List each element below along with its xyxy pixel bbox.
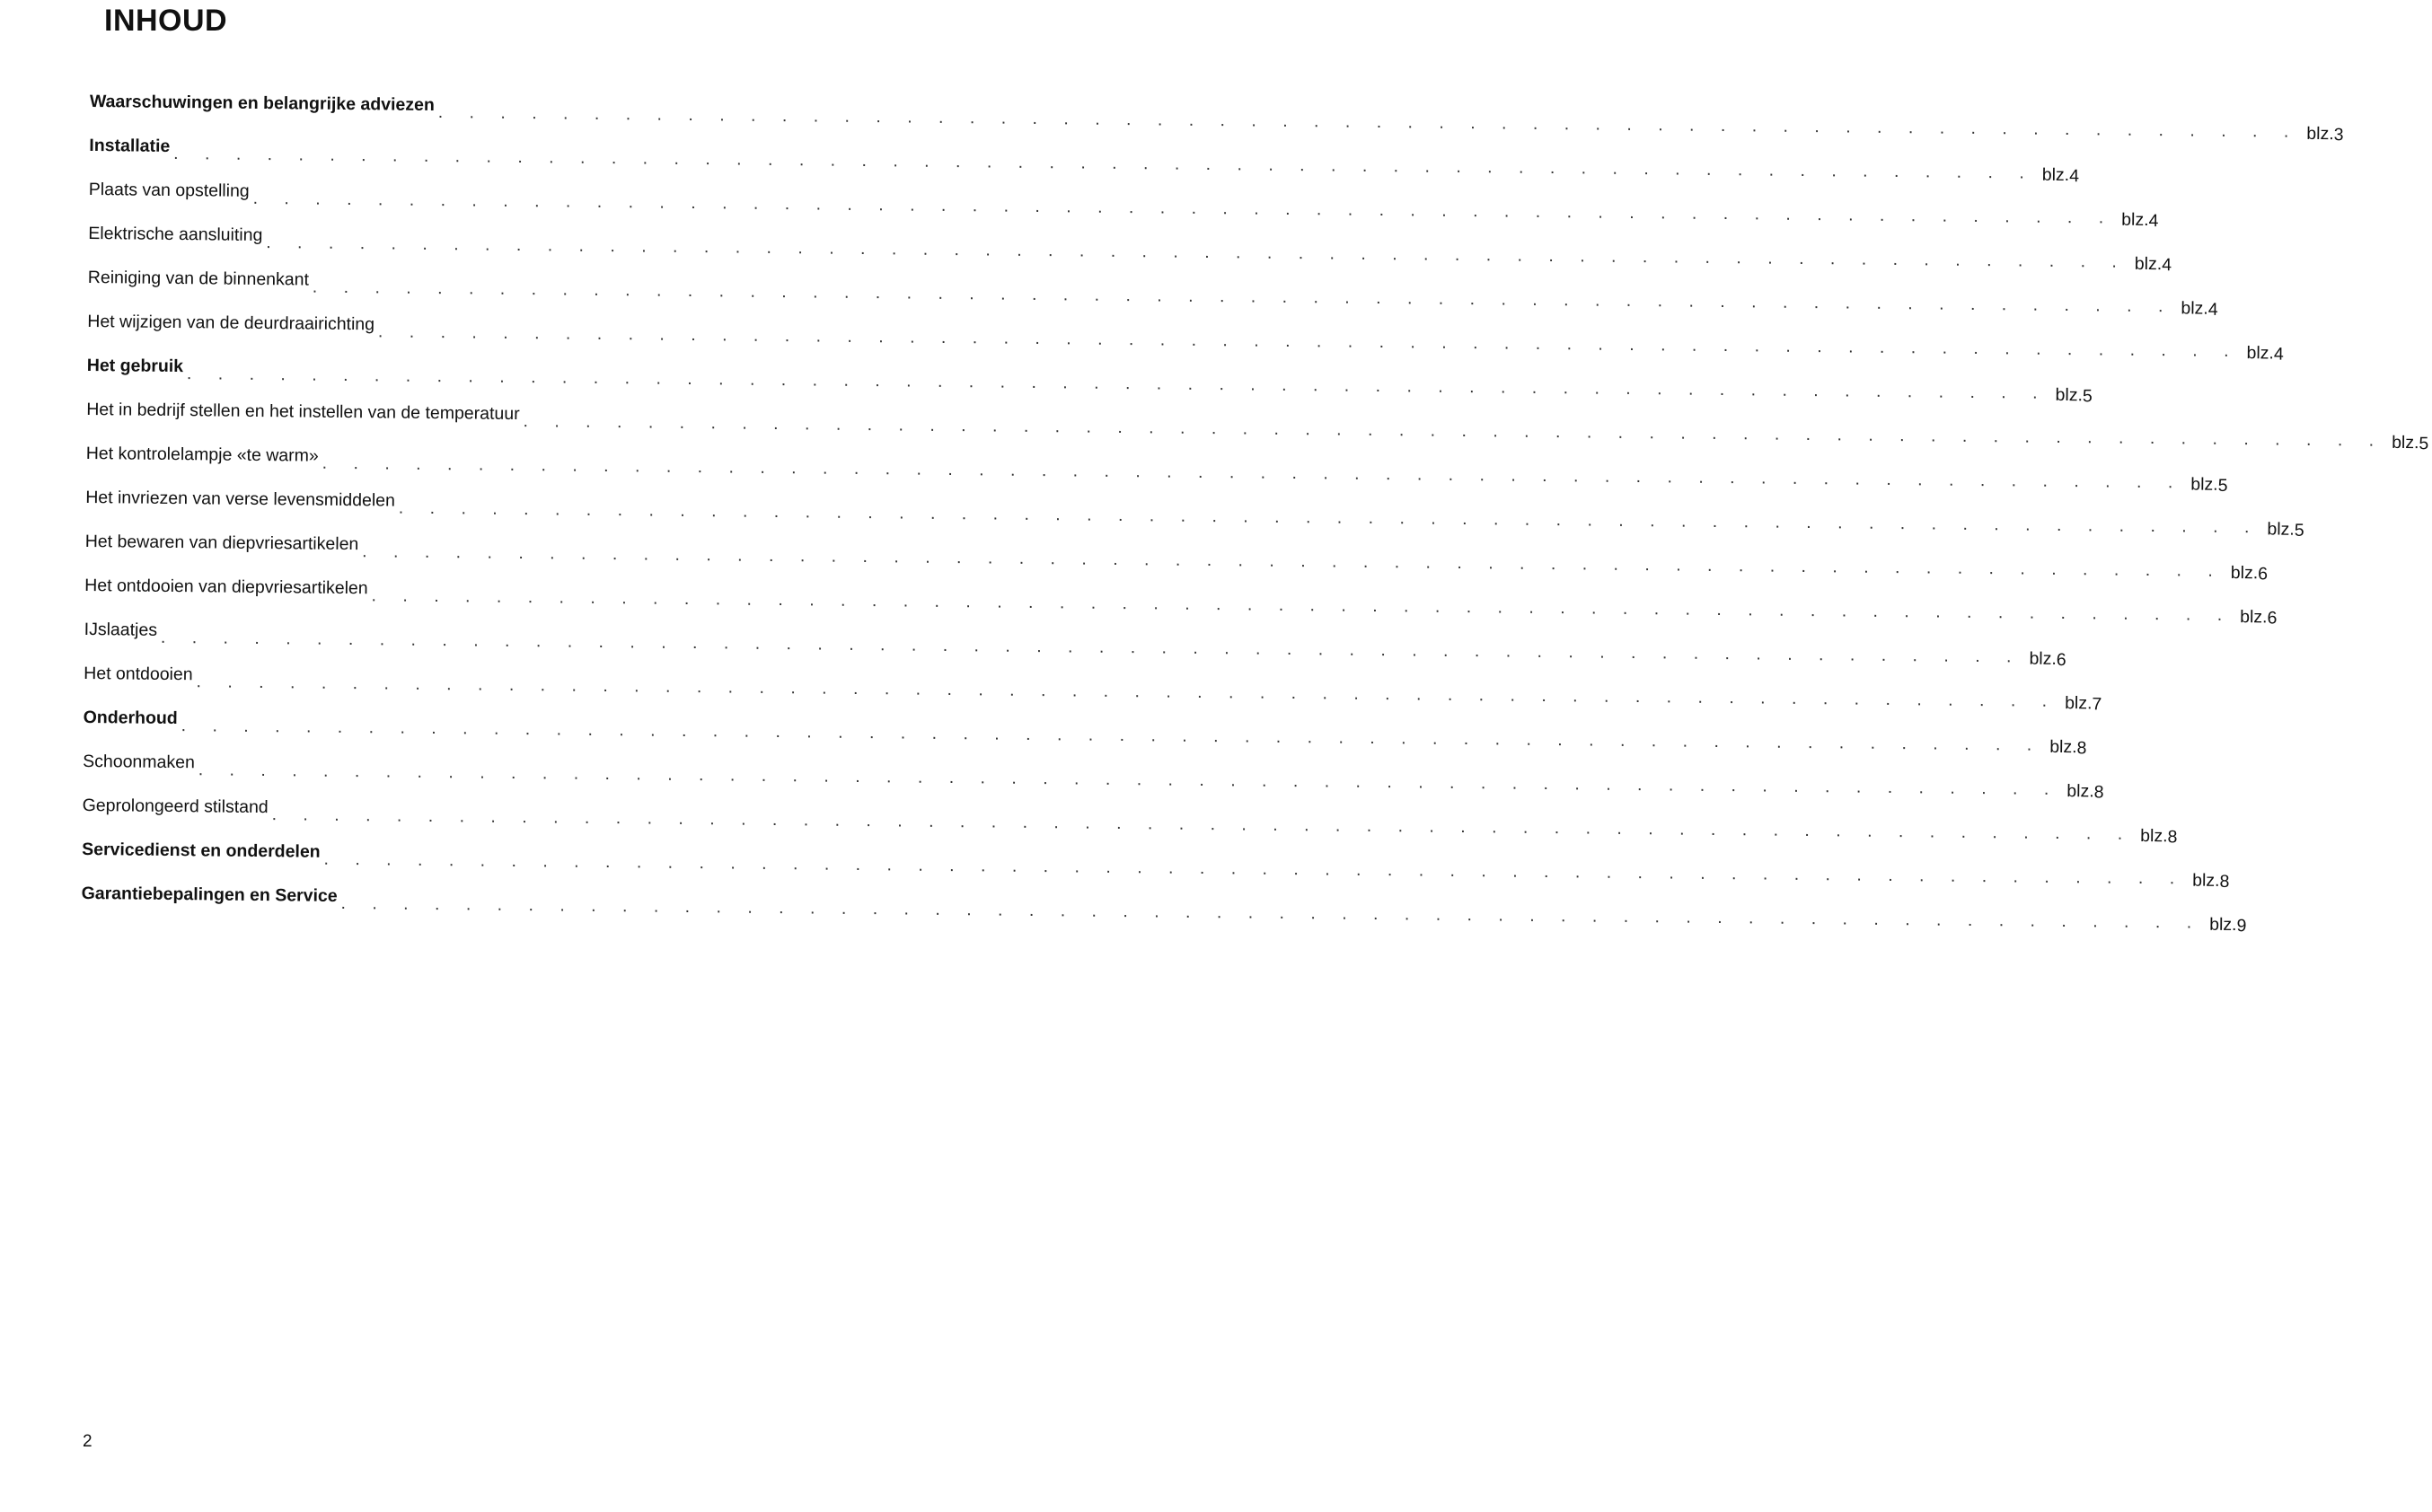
dot-leader: . . . . . . . . . . . . . . . . . . . . . . . . . . . . . . . . . . . . . . . . . . . . . . . . . . . . . . . . . . . . [340, 892, 2203, 933]
dot-leader: . . . . . . . . . . . . . . . . . . . . . . . . . . . . . . . . . . . . . . . . . . . . . . . . . . . . . . . . . . . . [160, 627, 2022, 667]
toc-entry-label: Het kontrolelampje «te warm» [85, 443, 319, 466]
toc-page-word: blz. [2055, 384, 2084, 406]
toc-entry-label: Het gebruik [86, 355, 184, 377]
dot-leader: . . . . . . . . . . . . . . . . . . . . . . . . . . . . . . . . . . . . . . . . . . . . . . . . . . . . . . . . . . . . [196, 672, 2058, 711]
toc-page-word: blz. [2306, 123, 2334, 145]
toc-page-word: blz. [2140, 825, 2168, 847]
toc-page-number: 7 [2092, 694, 2102, 715]
toc-page-number: 6 [2258, 564, 2269, 585]
toc-entry-label: Waarschuwingen en belangrijke adviezen [89, 92, 435, 116]
toc-entry-label: Elektrische aansluiting [88, 223, 263, 246]
toc-page-number: 4 [2069, 166, 2080, 187]
toc-entry-label: Plaats van opstelling [88, 179, 250, 201]
toc-page-number: 4 [2148, 211, 2159, 232]
toc-entry-label: Het bewaren van diepvriesartikelen [84, 531, 359, 555]
toc-page-number: 5 [2419, 434, 2429, 454]
dot-leader: . . . . . . . . . . . . . . . . . . . . . . . . . . . . . . . . . . . . . . . . . . . . . . . . . . . . . . . . . . . . [371, 585, 2234, 626]
toc-page-number: 3 [2333, 125, 2344, 145]
toc-page-number: 6 [2056, 649, 2066, 671]
toc-entry-label: Schoonmaken [83, 751, 195, 773]
toc-page-word: blz. [2209, 914, 2237, 936]
toc-page-number: 8 [2076, 738, 2087, 759]
dot-leader: . . . . . . . . . . . . . . . . . . . . . . . . . . . . . . . . . . . . . . . . . . . . . . . . . . . . . . . . . . . . [312, 277, 2174, 317]
toc-entry-label: Het wijzigen van de deurdraairichting [87, 311, 375, 335]
page-title: INHOUD [104, 4, 228, 38]
toc-page-number: 4 [2207, 299, 2218, 320]
toc-page-word: blz. [2240, 607, 2268, 628]
dot-leader: . . . . . . . . . . . . . . . . . . . . . . . . . . . . . . . . . . . . . . . . . . . . . . . . . . . . . . . . . . . . [323, 848, 2186, 889]
toc-entry-label: Het ontdooien van diepvriesartikelen [84, 575, 368, 599]
toc-page-word: blz. [2230, 562, 2259, 584]
toc-page-number: 8 [2167, 827, 2178, 848]
toc-entry-label: Garantiebepalingen en Service [81, 883, 338, 906]
dot-leader: . . . . . . . . . . . . . . . . . . . . . . . . . . . . . . . . . . . . . . . . . . . . . . . . . . . . . . . . . . . . [362, 541, 2224, 581]
toc-entry-label: Onderhoud [83, 707, 178, 729]
toc-entry-label: Het in bedrijf stellen en het instellen van de temperatuur [86, 399, 520, 425]
dot-leader: . . . . . . . . . . . . . . . . . . . . . . . . . . . . . . . . . . . . . . . . . . . . . . . . . . . . . . . . . . . . [181, 716, 2043, 755]
page-number: 2 [83, 1432, 93, 1451]
toc-page-word: blz. [2190, 474, 2218, 495]
toc-page-word: blz. [2267, 519, 2295, 540]
toc-page-word: blz. [2392, 432, 2419, 453]
toc-page-number: 5 [2217, 475, 2228, 496]
toc-page-word: blz. [2065, 693, 2093, 714]
toc-entry-label: Het invriezen van verse levensmiddelen [85, 487, 396, 511]
toc-page-word: blz. [2041, 164, 2070, 186]
toc-page-word: blz. [2246, 343, 2275, 364]
table-of-contents [81, 92, 2429, 937]
toc-page-number: 5 [2082, 386, 2093, 407]
toc-entry [81, 883, 2247, 937]
toc-page-number: 4 [2273, 344, 2284, 365]
toc-page-number: 5 [2294, 520, 2304, 541]
dot-leader: . . . . . . . . . . . . . . . . . . . . . . . . . . . . . . . . . . . . . . . . . . . . . . . . . . . . . . . . . . . . [266, 233, 2128, 272]
toc-page-number: 9 [2236, 916, 2247, 936]
toc-page-word: blz. [2121, 209, 2149, 231]
toc-page-number: 8 [2219, 871, 2230, 892]
toc-entry-label: Installatie [89, 135, 171, 156]
toc-page-word: blz. [2066, 781, 2094, 802]
toc-entry-label: Servicedienst en onderdelen [82, 839, 321, 862]
toc-page-number: 4 [2162, 255, 2172, 276]
toc-page-word: blz. [2181, 298, 2208, 319]
dot-leader: . . . . . . . . . . . . . . . . . . . . . . . . . . . . . . . . . . . . . . . . . . . . . . . . . . . . . . . . . . . . [398, 497, 2260, 538]
toc-entry-label: IJslaatjes [84, 619, 158, 640]
toc-page-word: blz. [2049, 736, 2077, 758]
dot-leader: . . . . . . . . . . . . . . . . . . . . . . . . . . . . . . . . . . . . . . . . . . . . . . . . . . . . . . . . . . . . [322, 453, 2184, 493]
dot-leader: . . . . . . . . . . . . . . . . . . . . . . . . . . . . . . . . . . . . . . . . . . . . . . . . . . . . . . . . . . . . [198, 760, 2060, 800]
toc-page-number: 8 [2093, 782, 2104, 803]
dot-leader: . . . . . . . . . . . . . . . . . . . . . . . . . . . . . . . . . . . . . . . . . . . . . . . . . . . . . . . . . . . . [186, 364, 2049, 403]
dot-leader: . . . . . . . . . . . . . . . . . . . . . . . . . . . . . . . . . . . . . . . . . . . . . . . . . . . . . . . . . . . . [173, 143, 2035, 183]
toc-page-word: blz. [2134, 253, 2163, 275]
toc-page-word: blz. [2029, 648, 2057, 669]
dot-leader: . . . . . . . . . . . . . . . . . . . . . . . . . . . . . . . . . . . . . . . . . . . . . . . . . . . . . . . . . . . . [252, 188, 2115, 228]
toc-entry-label: Het ontdooien [84, 663, 193, 685]
toc-page-number: 6 [2267, 608, 2278, 629]
dot-leader: . . . . . . . . . . . . . . . . . . . . . . . . . . . . . . . . . . . . . . . . . . . . . . . . . . . . . . . . . . . . [437, 102, 2300, 142]
toc-entry-label: Reiniging van de binnenkant [87, 267, 310, 290]
toc-entry-label: Geprolongeerd stilstand [82, 795, 269, 818]
toc-page-word: blz. [2192, 870, 2220, 891]
dot-leader: . . . . . . . . . . . . . . . . . . . . . . . . . . . . . . . . . . . . . . . . . . . . . . . . . . . . . . . . . . . . [523, 411, 2385, 451]
dot-leader: . . . . . . . . . . . . . . . . . . . . . . . . . . . . . . . . . . . . . . . . . . . . . . . . . . . . . . . . . . . . [377, 321, 2240, 362]
dot-leader: . . . . . . . . . . . . . . . . . . . . . . . . . . . . . . . . . . . . . . . . . . . . . . . . . . . . . . . . . . . . [271, 804, 2134, 844]
